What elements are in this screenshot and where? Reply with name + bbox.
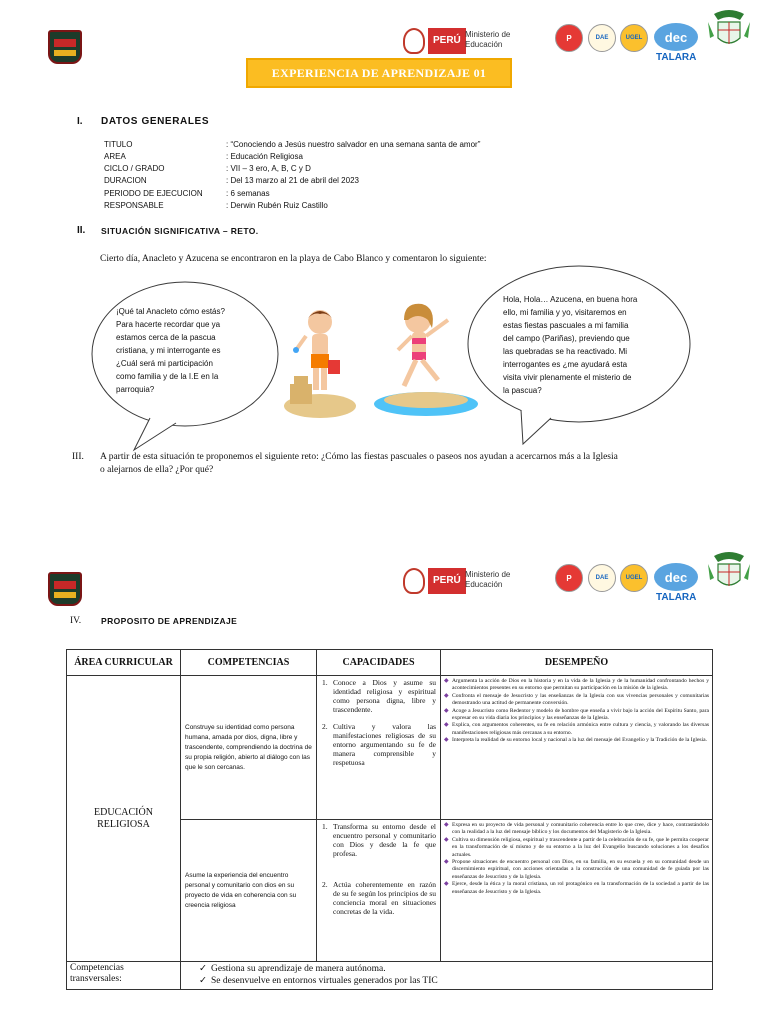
challenge-text-line-1: A partir de esta situación te proponemos el siguiente reto: ¿Cómo las fiestas pascuales o paseos nos ayudan a acercarnos más a la Iglesia	[100, 452, 618, 462]
dec-logo-icon: dec	[654, 23, 698, 51]
capacidades-cell	[317, 676, 441, 820]
table-row	[67, 676, 713, 820]
diocese-coat-of-arms-icon	[704, 8, 754, 52]
header-area: ÁREA CURRICULAR	[67, 650, 181, 676]
situation-intro: Cierto día, Anacleto y Azucena se encontraron en la playa de Cabo Blanco y comentaron lo siguiente:	[100, 254, 487, 264]
transversal-items	[181, 962, 713, 990]
bullet-icon: ◆	[444, 737, 449, 744]
transversal-label: Competencias transversales:	[67, 962, 181, 990]
p-logo-icon: P	[555, 24, 583, 52]
diocese-coat-of-arms-icon	[704, 550, 754, 594]
header-desempeno: DESEMPEÑO	[441, 650, 713, 676]
p-logo-icon: P	[555, 564, 583, 592]
transversal-item: ✓ Se desenvuelve en entornos virtuales generados por las TIC	[199, 976, 438, 986]
ugel-logo-icon: UGEL	[620, 24, 648, 52]
talara-label: TALARA	[656, 52, 697, 63]
desempeno-item: ◆ Explica, con argumentos coherentes, su fe en relación armónica entre cultura y ciencia, y valorando las diversas manifestaciones religiosas más cercanas a su entorno.	[444, 722, 709, 736]
challenge-text-line-2: o alejarnos de ella? ¿Por qué?	[100, 465, 214, 475]
check-icon: ✓	[199, 976, 207, 986]
peru-badge: PERÚ	[428, 568, 466, 594]
ministry-label: Ministerio de Educación	[465, 570, 511, 589]
dec-logo-icon: dec	[654, 563, 698, 591]
desempeno-item: ◆ Ejerce, desde la ética y la moral cristiana, un rol protagónico en la transformación de la sociedad a partir de las enseñanzas de Jesucristo y de la Iglesia.	[444, 881, 709, 895]
talara-label: TALARA	[656, 592, 697, 603]
dae-logo-icon: DAE	[588, 24, 616, 52]
school-crest-icon	[48, 572, 82, 606]
section-2-title: SITUACIÓN SIGNIFICATIVA – RETO.	[101, 226, 259, 236]
section-2-number: II.	[77, 225, 86, 236]
section-4-title: PROPOSITO DE APRENDIZAJE	[101, 616, 238, 626]
boy-on-beach-illustration	[282, 300, 358, 420]
school-crest-icon	[48, 30, 82, 64]
desempeno-item: ◆ Expresa en su proyecto de vida personal y comunitario coherencia entre lo que cree, dice y hace, contrastándolo con la realidad a la luz del mensaje bíblico y los documentos del Magisterio de la Iglesia.	[444, 822, 709, 836]
peru-crest-icon	[403, 568, 425, 594]
bullet-icon: ◆	[444, 692, 449, 699]
header-capacidades: CAPACIDADES	[317, 650, 441, 676]
capacidades-cell	[317, 820, 441, 962]
competencia-cell: Construye su identidad como persona humana, amada por dios, digna, libre y trascendente, comprendiendo la doctrina de su propia religión, abierto al diálogo con las que le son cercanas.	[181, 676, 317, 820]
section-4-number: IV.	[70, 616, 82, 626]
transversal-row	[67, 962, 713, 990]
bullet-icon: ◆	[444, 859, 449, 866]
bullet-icon: ◆	[444, 822, 449, 828]
section-1-title: DATOS GENERALES	[101, 116, 210, 127]
capacidad-item: 2. Cultiva y valora las manifestaciones religiosas de su entorno argumentando su fe de manera comprensible y respetuosa	[322, 722, 436, 767]
peru-crest-icon	[403, 28, 425, 54]
check-icon: ✓	[199, 964, 207, 974]
desempeno-item: ◆ Cultiva su dimensión religiosa, espiritual y trascendente a partir de la celebración de su fe, que le permita cooperar en la transformación de sí mismo y de su entorno a la luz del Evangelio buscando soluciones a los desafíos actuales.	[444, 836, 709, 858]
desempeno-item: ◆ Interpreta la realidad de su entorno local y nacional a la luz del mensaje del Evangelio y la Tradición de la Iglesia.	[444, 737, 708, 744]
table-header-row	[67, 650, 713, 676]
bullet-icon: ◆	[444, 881, 449, 888]
capacidad-item: 1. Transforma su entorno desde el encuentro personal y comunitario con Dios y desde la fe que profesa.	[322, 822, 436, 858]
transversal-item: ✓ Gestiona su aprendizaje de manera autónoma.	[199, 964, 386, 974]
header-competencias: COMPETENCIAS	[181, 650, 317, 676]
capacidad-item: 1. Conoce a Dios y asume su identidad religiosa y espiritual como persona digna, libre y trascendente.	[322, 678, 436, 714]
desempeno-item: ◆ Confronta el mensaje de Jesucristo y las enseñanzas de la Iglesia con sus vivencias personales y comunitarias demostrando una actitud de permanente conversión.	[444, 692, 709, 707]
ugel-logo-icon: UGEL	[620, 564, 648, 592]
capacidad-item: 2. Actúa coherentemente en razón de su fe según los principios de su conciencia moral en situaciones concretas de la vida.	[322, 880, 436, 916]
section-1-number: I.	[77, 116, 83, 127]
desempeno-cell	[441, 820, 713, 962]
bullet-icon: ◆	[444, 836, 449, 843]
desempeno-item: ◆ Propone situaciones de encuentro personal con Dios, en su familia, en su escuela y en su comunidad desde un discernimiento espiritual, con acciones orientadas a la construcción de una comunidad de fe guiada por las enseñanzas de Jesucristo y de la Iglesia.	[444, 859, 709, 880]
area-cell: EDUCACIÓN RELIGIOSA	[67, 676, 181, 962]
bullet-icon: ◆	[444, 678, 449, 684]
section-3-number: III.	[72, 452, 84, 462]
ministry-label: Ministerio de Educación	[465, 30, 511, 49]
girl-on-beach-illustration	[368, 300, 478, 418]
bullet-icon: ◆	[444, 722, 449, 729]
bubble-right-text: Hola, Hola… Azucena, en buena hora ello, mi familia y yo, visitaremos en estas fiestas pascuales a mi familia del campo (Pariñas), previendo que las quebradas se ha reactivado. Mi interrogantes es ¿me ayudará esta visita vivir plenamente el misterio de la pascua?	[503, 295, 638, 395]
desempeno-item: ◆ Argumenta la acción de Dios en la historia y en la vida de la Iglesia y de la humanidad confrontando hechos y acontecimientos presentes en su entorno que permitan su participación en la misión de la iglesia.	[444, 678, 709, 692]
bullet-icon: ◆	[444, 707, 449, 714]
desempeno-item: ◆ Acoge a Jesucristo como Redentor y modelo de hombre que enseña a vivir bajo la acción del Espíritu Santo, para expresar en su vida diaria los principios y las enseñanzas de la Iglesia.	[444, 707, 709, 722]
desempeno-cell	[441, 676, 713, 820]
experience-title-banner: EXPERIENCIA DE APRENDIZAJE 01	[246, 58, 512, 88]
learning-purpose-table	[66, 649, 713, 990]
peru-badge: PERÚ	[428, 28, 466, 54]
bubble-left-text: ¡Qué tal Anacleto cómo estás? Para hacerte recordar que ya estamos cerca de la pascua cristiana, y mi interrogante es ¿Cuál será mi participación como familia y de la I.E en la parroquia?	[116, 307, 225, 394]
dae-logo-icon: DAE	[588, 564, 616, 592]
competencia-cell: Asume la experiencia del encuentro personal y comunitario con dios en su proyecto de vida en coherencia con su creencia religiosa	[181, 820, 317, 962]
